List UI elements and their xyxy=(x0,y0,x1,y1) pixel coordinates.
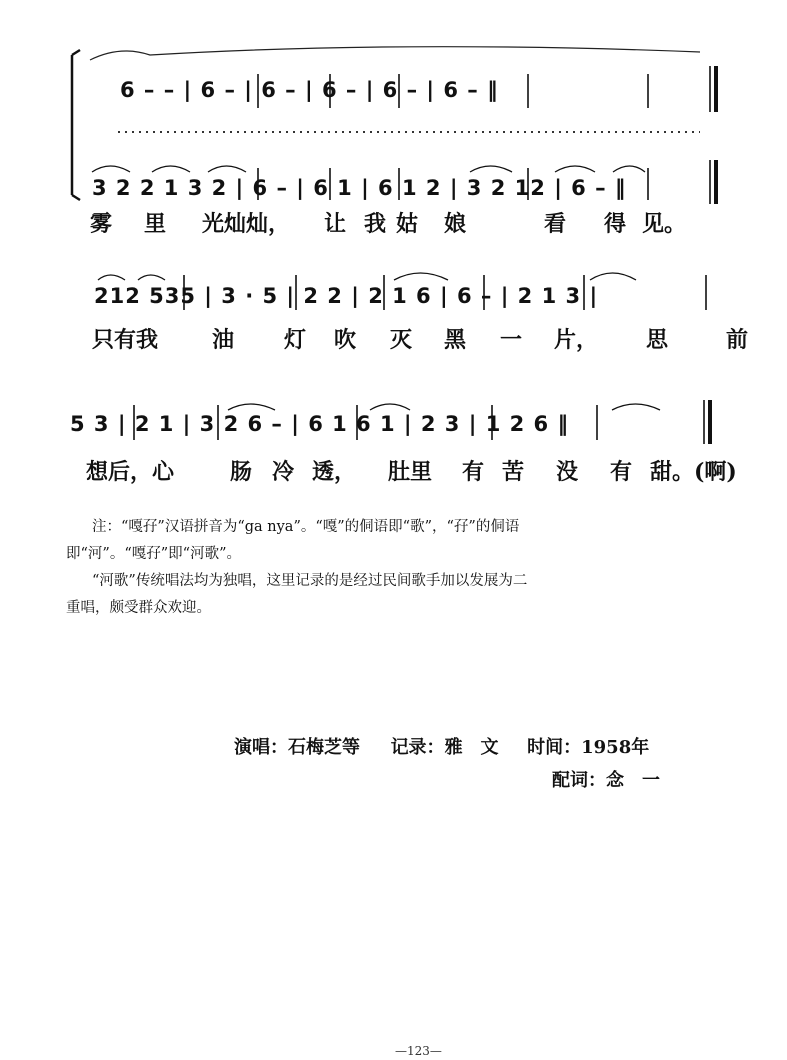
lyric: 一 xyxy=(500,327,523,353)
lyric: 黑 xyxy=(444,327,467,353)
lyric: 让 xyxy=(324,211,347,237)
recorder: 雅 文 xyxy=(444,737,499,758)
lyric: 甜。(啊) xyxy=(650,459,737,485)
system-brace xyxy=(72,50,80,200)
lyricist-label: 配词： xyxy=(552,770,606,791)
credits-line2 xyxy=(552,766,660,792)
system1-lyrics xyxy=(90,207,686,238)
system1-upper-notes: 6 – – | 6 – | 6 – | 6 – | 6 – | 6 – ‖ xyxy=(120,78,499,102)
time: 1958年 xyxy=(581,737,650,758)
lyric: 我 xyxy=(364,211,387,237)
lyric: 冷 xyxy=(272,459,295,485)
time-label: 时间： xyxy=(527,737,582,758)
footnote-line: 即“河”。“嘎孖”即“河歌”。 xyxy=(66,546,241,562)
slurs-system3 xyxy=(228,404,660,410)
lyric: 雾 xyxy=(90,211,113,237)
lyric: 没 xyxy=(556,459,579,485)
system3-notes: 5 3 | 2 1 | 3 2 6 – | 6 1 6 1 | 2 3 | 1 2 6 ‖ xyxy=(70,412,569,436)
lyric: 想后，心 xyxy=(86,459,175,485)
lyric: 灯 xyxy=(284,327,307,353)
footnote-line: 注：“嘎孖”汉语拼音为“ga nya”。“嘎”的侗语即“歌”，“孖”的侗语 xyxy=(92,519,520,535)
system2-notes: 212 535 | 3 · 5 | 2 2 | 2 1 6 | 6 – | 2 1 3 | xyxy=(94,284,599,308)
lyric: 光灿灿， xyxy=(202,211,291,237)
lyric: 见。 xyxy=(642,211,687,237)
lyric: 油 xyxy=(212,327,235,353)
lyric: 娘 xyxy=(444,211,467,237)
slurs-system1 xyxy=(92,166,645,172)
tie-arc xyxy=(90,47,700,60)
system2-lyrics xyxy=(92,323,748,354)
lyric: 前 xyxy=(726,327,749,353)
lyric: 得 xyxy=(604,211,627,237)
lyric: 苦 xyxy=(502,459,525,485)
lyric: 肠 xyxy=(230,459,253,485)
lyric: 有 xyxy=(462,459,485,485)
system3-lyrics xyxy=(86,455,737,486)
page-number: —123— xyxy=(395,1044,442,1058)
lyric: 肚里 xyxy=(388,459,433,485)
performers: 石梅芝等 xyxy=(288,737,360,758)
lyric: 吹 xyxy=(334,327,357,353)
lyric: 透， xyxy=(312,459,357,485)
lyric: 有 xyxy=(610,459,633,485)
footnote xyxy=(66,514,732,622)
slurs-system2 xyxy=(98,273,636,280)
recorder-label: 记录： xyxy=(390,737,445,758)
credits-line1 xyxy=(234,733,649,759)
lyric: 只有我 xyxy=(92,327,159,353)
system1-lower-notes: 3 2 2 1 3 2 | 6 – | 6 1 | 6 1 2 | 3 2 12 | 6 – ‖ xyxy=(92,176,627,200)
performers-label: 演唱： xyxy=(234,737,288,758)
footnote-line: “河歌”传统唱法均为独唱，这里记录的是经过民间歌手加以发展为二 xyxy=(92,573,528,589)
lyric: 片， xyxy=(554,327,599,353)
lyric: 灭 xyxy=(390,327,413,353)
lyricist: 念 一 xyxy=(606,770,660,791)
footnote-line: 重唱，颇受群众欢迎。 xyxy=(66,600,211,616)
lyric: 看 xyxy=(544,211,567,237)
lyric: 姑 xyxy=(396,211,419,237)
lyric: 里 xyxy=(144,211,167,237)
lyric: 思 xyxy=(646,327,669,353)
